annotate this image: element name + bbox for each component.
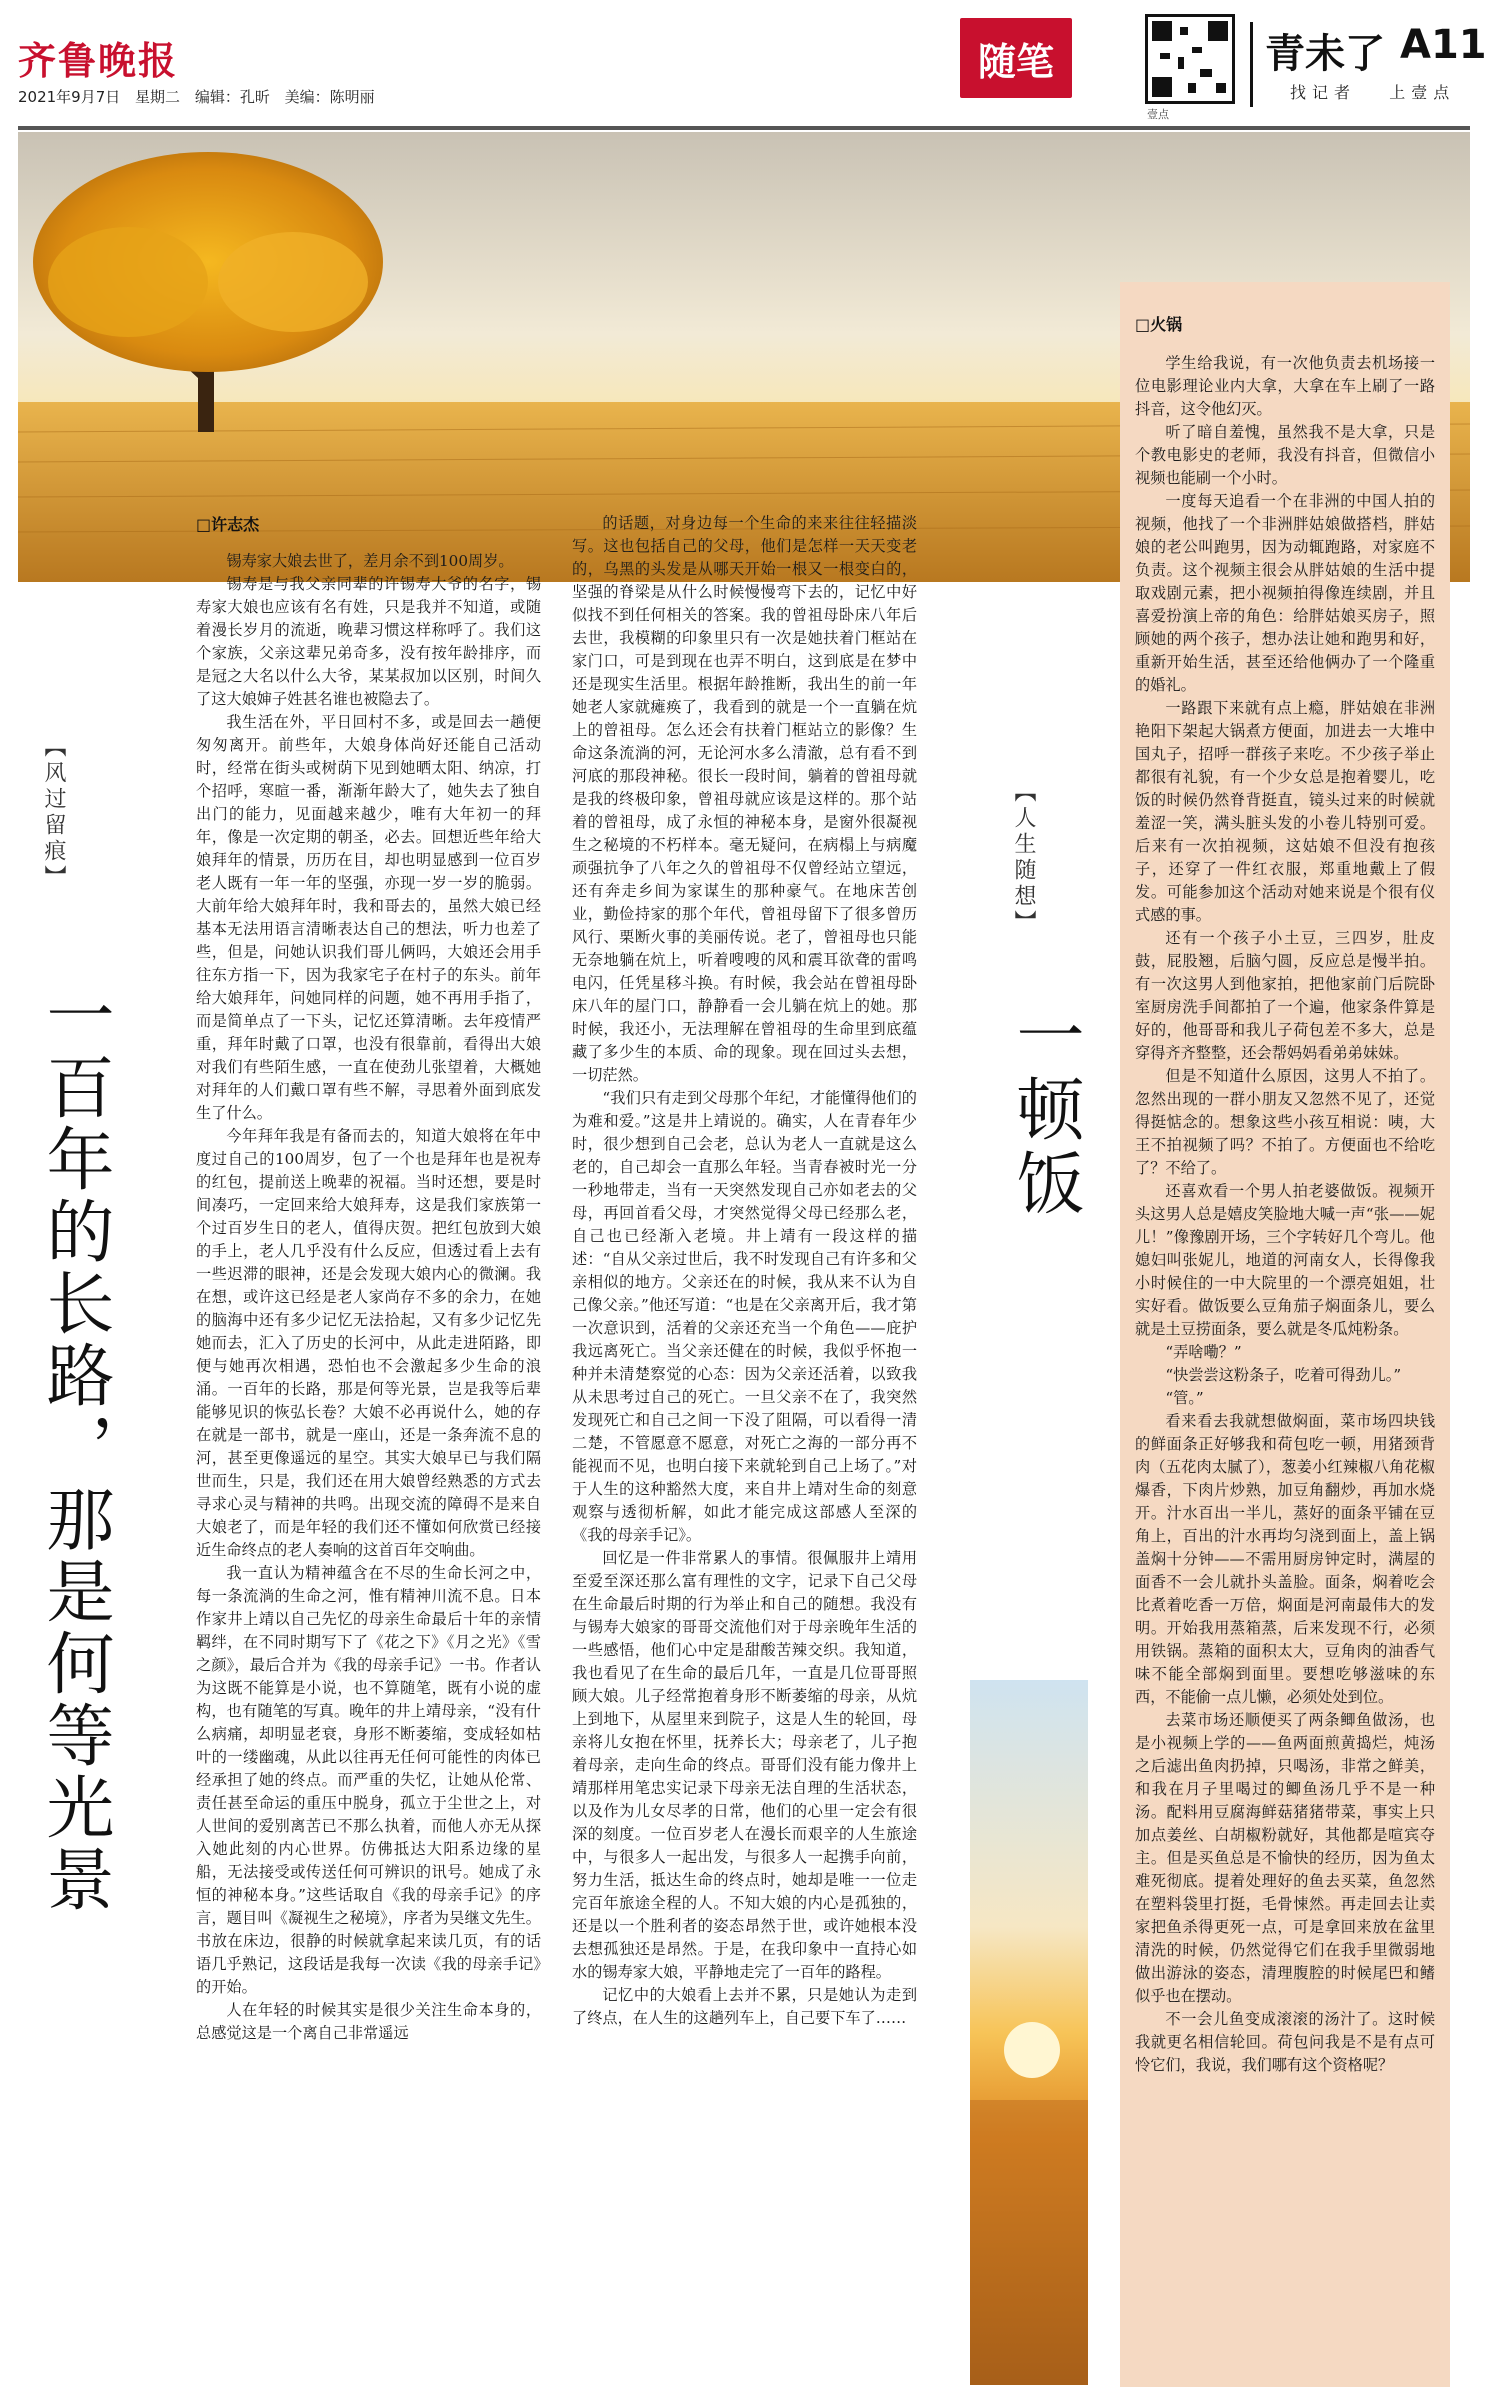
article1-paragraph: 我一直认为精神蕴含在不尽的生命长河之中，每一条流淌的生命之河，惟有精神川流不息。日本作家井上靖以自己先忆的母亲生命最后十年的亲情羁绊，在不同时期写下了《花之下》《月之光》《雪之颜》，最后合并为《我的母亲手记》一书。作者认为这既不能算是小说，也不算随笔，既有小说的虚构，也有随笔的写真。晚年的井上靖母亲，“没有什么病痛，却明显老衰，身形不断萎缩，变成轻如枯叶的一缕幽魂，从此以往再无任何可能性的肉体已经承担了她的终点。而严重的失忆，让她从伦常、责任甚至命运的重压中脱身，孤立于尘世之上，对人世间的爱别离苦已不那么执着，而他人亦无从探入她此刻的内心世界。仿佛抵达大阳系边缘的星船，无法接受或传送任何可辨识的讯号。她成了永恒的神秘本身。”这些话取自《我的母亲手记》的序言，题目叫《凝视生之秘境》，序者为吴继文先生。书放在床边，很静的时候就拿起来读几页，有的话语几乎熟记，这段话是我每一次读《我的母亲手记》的开始。	[196, 1564, 541, 1996]
brand-subline	[1290, 80, 1455, 103]
article1-paragraph: “我们只有走到父母那个年纪，才能懂得他们的为难和爱。”这是井上靖说的。确实，人在青春年少时，很少想到自己会老，总认为老人一直就是这么老的，自己却会一直那么年轻。当青春被时光一分一秒地带走，当有一天突然发现自己亦如老去的父母，再回首看父母，才突然觉得父母已经那么老，自己也已经渐入老境。井上靖有一段这样的描述：“自从父亲过世后，我不时发现自己有许多和父亲相似的地方。父亲还在的时候，我从来不认为自己像父亲。”他还写道：“也是在父亲离开后，我才第一次意识到，活着的父亲还充当一个角色——庇护我远离死亡。当父亲还健在的时候，我似乎怀抱一种并未清楚察觉的心态：因为父亲还活着，以致我从未思考过自己的死亡。一旦父亲不在了，我突然发现死亡和自己之间一下没了阻隔，可以看得一清二楚，不管愿意不愿意，对死亡之海的一部分再不能视而不见，也明白接下来就轮到自己上场了。”对于人生的这种豁然大度，来自井上靖对生命的刻意观察与透彻析解，如此才能完成这部感人至深的《我的母亲手记》。	[572, 1089, 917, 1544]
section-tag: 随笔	[960, 18, 1072, 98]
article2-paragraph: 一度每天追看一个在非洲的中国人拍的视频，他找了一个非洲胖姑娘做搭档，胖姑娘的老公叫跑男，因为动辄跑路，对家庭不负责。这个视频主很会从胖姑娘的生活中提取戏剧元素，把小视频拍得像连续剧，并且喜爱扮演上帝的角色：给胖姑娘买房子，照顾她的两个孩子，想办法让她和跑男和好，重新开始生活，甚至还给他俩办了一个隆重的婚礼。	[1135, 492, 1435, 694]
sunset-field-image	[970, 1680, 1088, 2385]
designer-credit: 美编：陈明丽	[284, 88, 375, 106]
article1-paragraph: 的话题，对身边每一个生命的来来往往轻描淡写。这也包括自己的父母，他们是怎样一天天变老的，乌黑的头发是从哪天开始一根又一根变白的，坚强的脊梁是从什么时候慢慢弯下去的，记忆中好似找不到任何相关的答案。我的曾祖母卧床八年后去世，我模糊的印象里只有一次是她扶着门框站在家门口，可是到现在也弄不明白，这到底是在梦中还是现实生活里。根据年龄推断，我出生的前一年她老人家就瘫痪了，我看到的就是一个一直躺在炕上的曾祖母。怎么还会有扶着门框站立的影像？生命这条流淌的河，无论河水多么清澈，总有看不到河底的那段神秘。很长一段时间，躺着的曾祖母就是我的终极印象，曾祖母就应该是这样的。那个站着的曾祖母，成了永恒的神秘本身，是窗外很凝视生之秘境的不朽样本。毫无疑问，在病榻上与病魔顽强抗争了八年之久的曾祖母不仅曾经站立望远，还有奔走乡间为家谋生的那种豪气。在地床苦创业，勤俭持家的那个年代，曾祖母留下了很多曾历风行、栗断火事的美丽传说。老了，曾祖母也只能无奈地躺在炕上，听着嗖嗖的风和震耳欲聋的雷鸣电闪，任凭星移斗换。有时候，我会站在曾祖母卧床八年的屋门口，静静看一会儿躺在炕上的她。那时候，我还小，无法理解在曾祖母的生命里到底蕴藏了多少生的本质、命的现象。现在回过头去想，一切茫然。	[572, 514, 917, 1084]
article2-paragraph: 听了暗自羞愧，虽然我不是大拿，只是个教电影史的老师，我没有抖音，但微信小视频也能刷一个小时。	[1135, 423, 1435, 487]
issue-meta	[18, 86, 375, 107]
article1-paragraph: 记忆中的大娘看上去并不累，只是她认为走到了终点，在人生的这趟列车上，自己要下车了……	[572, 1986, 917, 2027]
article2-paragraph: 看来看去我就想做焖面，菜市场四块钱的鲜面条正好够我和荷包吃一顿，用猪颈背肉（五花肉太腻了），葱姜小红辣椒八角花椒爆香，下肉片炒熟，加豆角翻炒，再加水烧开。汁水百出一半儿，蒸好的面条平铺在豆角上，百出的汁水再均匀浇到面上，盖上锅盖焖十分钟——不需用厨房钟定时，满屋的面香不一会儿就扑头盖脸。面条，焖着吃会比煮着吃香一万倍，焖面是河南最伟大的发明。开始我用蒸箱蒸，后来发现不行，必须用铁锅。蒸箱的面积太大，豆角肉的油香气味不能全部焖到面里。要想吃够滋味的东西，不能偷一点儿懒，必须处处到位。	[1135, 1412, 1435, 1706]
article2-title: 一顿饭	[1005, 1000, 1084, 1222]
article2-paragraph: “管。”	[1165, 1389, 1204, 1407]
sunset-illustration	[970, 1680, 1088, 2385]
header-divider	[1250, 22, 1253, 107]
article1-column-2	[572, 512, 917, 2030]
issue-date: 2021年9月7日	[18, 88, 121, 106]
article2-paragraph: 但是不知道什么原因，这男人不拍了。忽然出现的一群小朋友又忽然不见了，还觉得挺惦念的。想象这些小孩互相说：咦，大王不拍视频了吗？不拍了。方便面也不给吃了？不给了。	[1135, 1067, 1435, 1177]
article1-paragraph: 我生活在外，平日回村不多，或是回去一趟便匆匆离开。前些年，大娘身体尚好还能自己活动时，经常在街头或树荫下见到她晒太阳、纳凉，打个招呼，寒暄一番，渐渐年龄大了，她失去了独自出门的能力，见面越来越少，唯有大年初一的拜年，像是一次定期的朝圣，必去。回想近些年给大娘拜年的情景，历历在目，却也明显感到一位百岁老人既有一年一年的坚强，亦现一岁一岁的脆弱。大前年给大娘拜年时，我和哥去的，虽然大娘已经基本无法用语言清晰表达自己的想法，听力也差了些，但是，问她认识我们哥儿俩吗，大娘还会用手往东方指一下，因为我家宅子在村子的东头。前年给大娘拜年，问她同样的问题，她不再用手指了，而是简单点了一下头，记忆还算清晰。去年疫情严重，拜年时戴了口罩，也没有很靠前，看得出大娘对我们有些陌生感，一直在使劲儿张望着，大概她对拜年的人们戴口罩有些不解，寻思着外面到底发生了什么。	[196, 713, 541, 1122]
article1-paragraph: 人在年轻的时候其实是很少关注生命本身的，总感觉这是一个离自己非常遥远	[196, 2001, 541, 2042]
article2-paragraph: 学生给我说，有一次他负责去机场接一位电影理论业内大拿，大拿在车上刷了一路抖音，这令他幻灭。	[1135, 354, 1435, 418]
article2-column	[1135, 352, 1435, 2077]
qr-caption: 壹点	[1147, 108, 1169, 121]
article1-column-1	[196, 550, 541, 2045]
article1-byline: □许志杰	[196, 515, 260, 534]
article2-paragraph: 还有一个孩子小土豆，三四岁，肚皮鼓，屁股翘，后脑勺圆，反应总是慢半拍。有一次这男人到他家拍，把他家前门后院卧室厨房洗手间都拍了一个遍，他家条件算是好的，他哥哥和我儿子荷包差不多大，总是穿得齐齐整整，还会帮妈妈看弟弟妹妹。	[1135, 929, 1435, 1062]
header-rule	[18, 126, 1470, 130]
article2-paragraph: 去菜市场还顺便买了两条鲫鱼做汤，也是小视频上学的——鱼两面煎黄捣烂，炖汤之后滤出鱼肉扔掉，只喝汤，非常之鲜美，和我在月子里喝过的鲫鱼汤几乎不是一种汤。配料用豆腐海鲜菇猪猪带菜，事实上只加点姜丝、白胡椒粉就好，其他都是喧宾夺主。但是买鱼总是不愉快的经历，因为鱼太难死彻底。提着处理好的鱼去买菜，鱼忽然在塑料袋里打挺，毛骨悚然。再走回去让卖家把鱼杀得更死一点，可是拿回来放在盆里清洗的时候，仍然觉得它们在我手里微弱地做出游泳的姿态，清理腹腔的时候尾巴和鳍似乎也在摆动。	[1135, 1711, 1435, 2005]
article1-paragraph: 锡寿家大娘去世了，差月余不到100周岁。	[226, 552, 514, 570]
article2-paragraph: “弄啥嘞？”	[1165, 1343, 1242, 1361]
article1-paragraph: 锡寿是与我父亲同辈的许锡寿大爷的名字，锡寿家大娘也应该有名有姓，只是我并不知道，或随着漫长岁月的流逝，晚辈习惯这样称呼了。我们这个家族，父亲这辈兄弟奇多，没有按年龄排序，而是冠之大名以什么大爷，某某叔加以区别，时间久了这大娘婶子姓甚名谁也被隐去了。	[196, 575, 541, 708]
article2-byline: □火锅	[1135, 315, 1183, 334]
page-brand: 青未了	[1265, 31, 1385, 77]
article2-kicker: 【人生随想】	[1011, 780, 1036, 936]
article2-paragraph: 一路跟下来就有点上瘾，胖姑娘在非洲艳阳下架起大锅煮方便面，加进去一大堆中国丸子，招呼一群孩子来吃。不少孩子举止都很有礼貌，有一个少女总是抱着婴儿，吃饭的时候仍然脊背挺直，镜头过来的时候就羞涩一笑，满头脏头发的小卷儿特别可爱。后来有一次拍视频，这姑娘不但没有抱孩子，还穿了一件红衣服，郑重地戴上了假发。可能参加这个活动对她来说是个很有仪式感的事。	[1135, 699, 1435, 924]
article2-paragraph: “快尝尝这粉条子，吃着可得劲儿。”	[1165, 1366, 1402, 1384]
article1-kicker: 【风过留痕】	[41, 735, 66, 891]
article1-title: 一百年的长路，那是何等光景	[35, 980, 114, 1916]
issue-weekday: 星期二	[135, 88, 181, 106]
article2-paragraph: 还喜欢看一个男人拍老婆做饭。视频开头这男人总是嬉皮笑脸地大喊一声“张——妮儿！”像豫剧开场，三个字转好几个弯儿。他媳妇叫张妮儿，地道的河南女人，长得像我小时候住的一中大院里的一个漂亮姐姐，壮实好看。做饭要么豆角茄子焖面条儿，要么就是土豆捞面条，要么就是冬瓜炖粉条。	[1135, 1182, 1435, 1338]
article2-paragraph: 不一会儿鱼变成滚滚的汤汁了。这时候我就更名相信轮回。荷包问我是不是有点可怜它们，我说，我们哪有这个资格呢？	[1135, 2010, 1435, 2074]
brand-sub-left: 找记者	[1290, 83, 1357, 102]
masthead-logo: 齐鲁晚报	[18, 38, 179, 83]
article1-paragraph: 今年拜年我是有备而去的，知道大娘将在年中度过自己的100周岁，包了一个也是拜年也是祝寿的红包，提前送上晚辈的祝福。当时还想，要是时间凑巧，一定回来给大娘拜寿，这是我们家族第一个过百岁生日的老人，值得庆贺。把红包放到大娘的手上，老人几乎没有什么反应，但透过看上去有一些迟滞的眼神，还是会发现大娘内心的微澜。我在想，或许这已经是老人家尚存不多的余力，在她的脑海中还有多少记忆无法拾起，又有多少记忆先她而去，汇入了历史的长河中，从此走进陌路，即便与她再次相遇，恐怕也不会激起多少生命的浪涌。一百年的长路，那是何等光景，岂是我等后辈能够见识的恢弘长卷？大娘不必再说什么，她的存在就是一部书，就是一座山，还是一条奔流不息的河，甚至更像遥远的星空。其实大娘早已与我们隔世而生，只是，我们还在用大娘曾经熟悉的方式去寻求心灵与精神的共鸣。出现交流的障碍不是来自大娘老了，而是年轻的我们还不懂如何欣赏已经接近生命终点的老人奏响的这首百年交响曲。	[196, 1127, 541, 1559]
editor-credit: 编辑：孔昕	[194, 88, 270, 106]
page-number: A11	[1400, 22, 1487, 68]
brand-sub-right: 上壹点	[1389, 83, 1456, 102]
article1-paragraph: 回忆是一件非常累人的事情。很佩服井上靖用至爱至深还那么富有理性的文字，记录下自己父母在生命最后时期的行为举止和自己的随想。我没有与锡寿大娘家的哥哥交流他们对于母亲晚年生活的一些感悟，他们心中定是甜酸苦辣交织。我知道，我也看见了在生命的最后几年，一直是几位哥哥照顾大娘。儿子经常抱着身形不断萎缩的母亲，从炕上到地下，从屋里来到院子，这是人生的轮回，母亲将儿女抱在怀里，抚养长大；母亲老了，儿子抱着母亲，走向生命的终点。哥哥们没有能力像井上靖那样用笔忠实记录下母亲无法自理的生活状态，以及作为儿女尽孝的日常，他们的心里一定会有很深的刻度。一位百岁老人在漫长而艰辛的人生旅途中，与很多人一起出发，与很多人一起携手向前，努力生活，抵达生命的终点时，她却是唯一一位走完百年旅途全程的人。不知大娘的内心是孤独的，还是以一个胜利者的姿态昂然于世，或许她根本没去想孤独还是昂然。于是，在我印象中一直持心如水的锡寿家大娘，平静地走完了一百年的路程。	[572, 1549, 917, 1981]
qr-code-icon[interactable]	[1145, 14, 1235, 104]
